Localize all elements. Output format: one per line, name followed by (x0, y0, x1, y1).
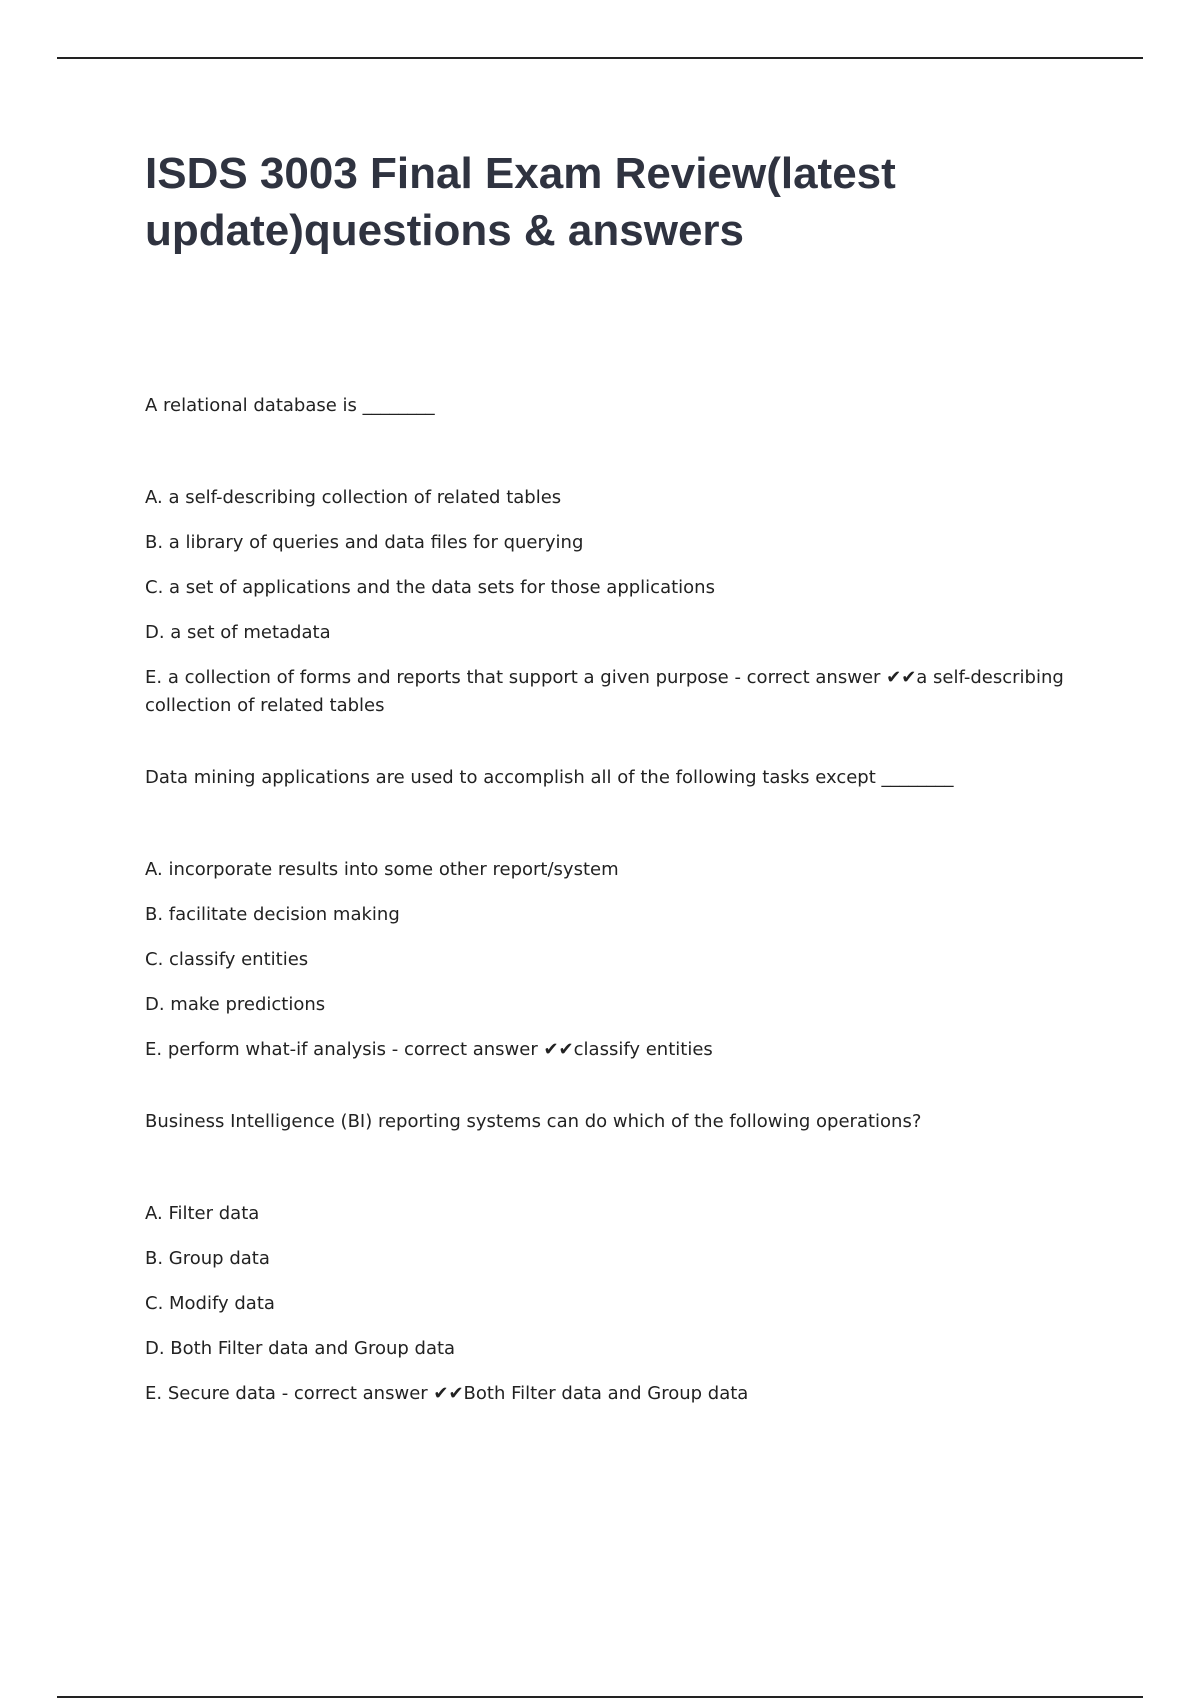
option-b: B. Group data (145, 1248, 270, 1269)
option-a: A. a self-describing collection of related tables (145, 487, 562, 508)
question-text: Business Intelligence (BI) reporting systems can do which of the following operations? (145, 1111, 922, 1132)
option-b: B. a library of queries and data files for querying (145, 532, 584, 553)
top-divider (57, 57, 1143, 59)
option-a: A. incorporate results into some other report/system (145, 859, 619, 880)
question-block-1 (145, 392, 1075, 720)
question-list (145, 392, 1075, 1452)
option-c: C. Modify data (145, 1293, 275, 1314)
option-e-with-answer: E. perform what-if analysis - correct answer ✔✔classify entities (145, 1039, 713, 1060)
option-e-with-answer: E. Secure data - correct answer ✔✔Both Filter data and Group data (145, 1383, 749, 1404)
option-d: D. make predictions (145, 994, 326, 1015)
option-c: C. classify entities (145, 949, 309, 970)
question-text: Data mining applications are used to accomplish all of the following tasks except ________ (145, 767, 954, 788)
question-block-3 (145, 1108, 1075, 1408)
document-title: ISDS 3003 Final Exam Review(latest update)questions & answers (145, 149, 896, 255)
bottom-divider (57, 1696, 1143, 1698)
question-block-2 (145, 764, 1075, 1064)
option-a: A. Filter data (145, 1203, 260, 1224)
option-c: C. a set of applications and the data sets for those applications (145, 577, 715, 598)
option-d: D. Both Filter data and Group data (145, 1338, 456, 1359)
question-text: A relational database is ________ (145, 395, 435, 416)
option-b: B. facilitate decision making (145, 904, 400, 925)
option-e-with-answer: E. a collection of forms and reports that support a given purpose - correct answer ✔✔a self-describing collection of related tables (145, 667, 1064, 716)
option-d: D. a set of metadata (145, 622, 331, 643)
